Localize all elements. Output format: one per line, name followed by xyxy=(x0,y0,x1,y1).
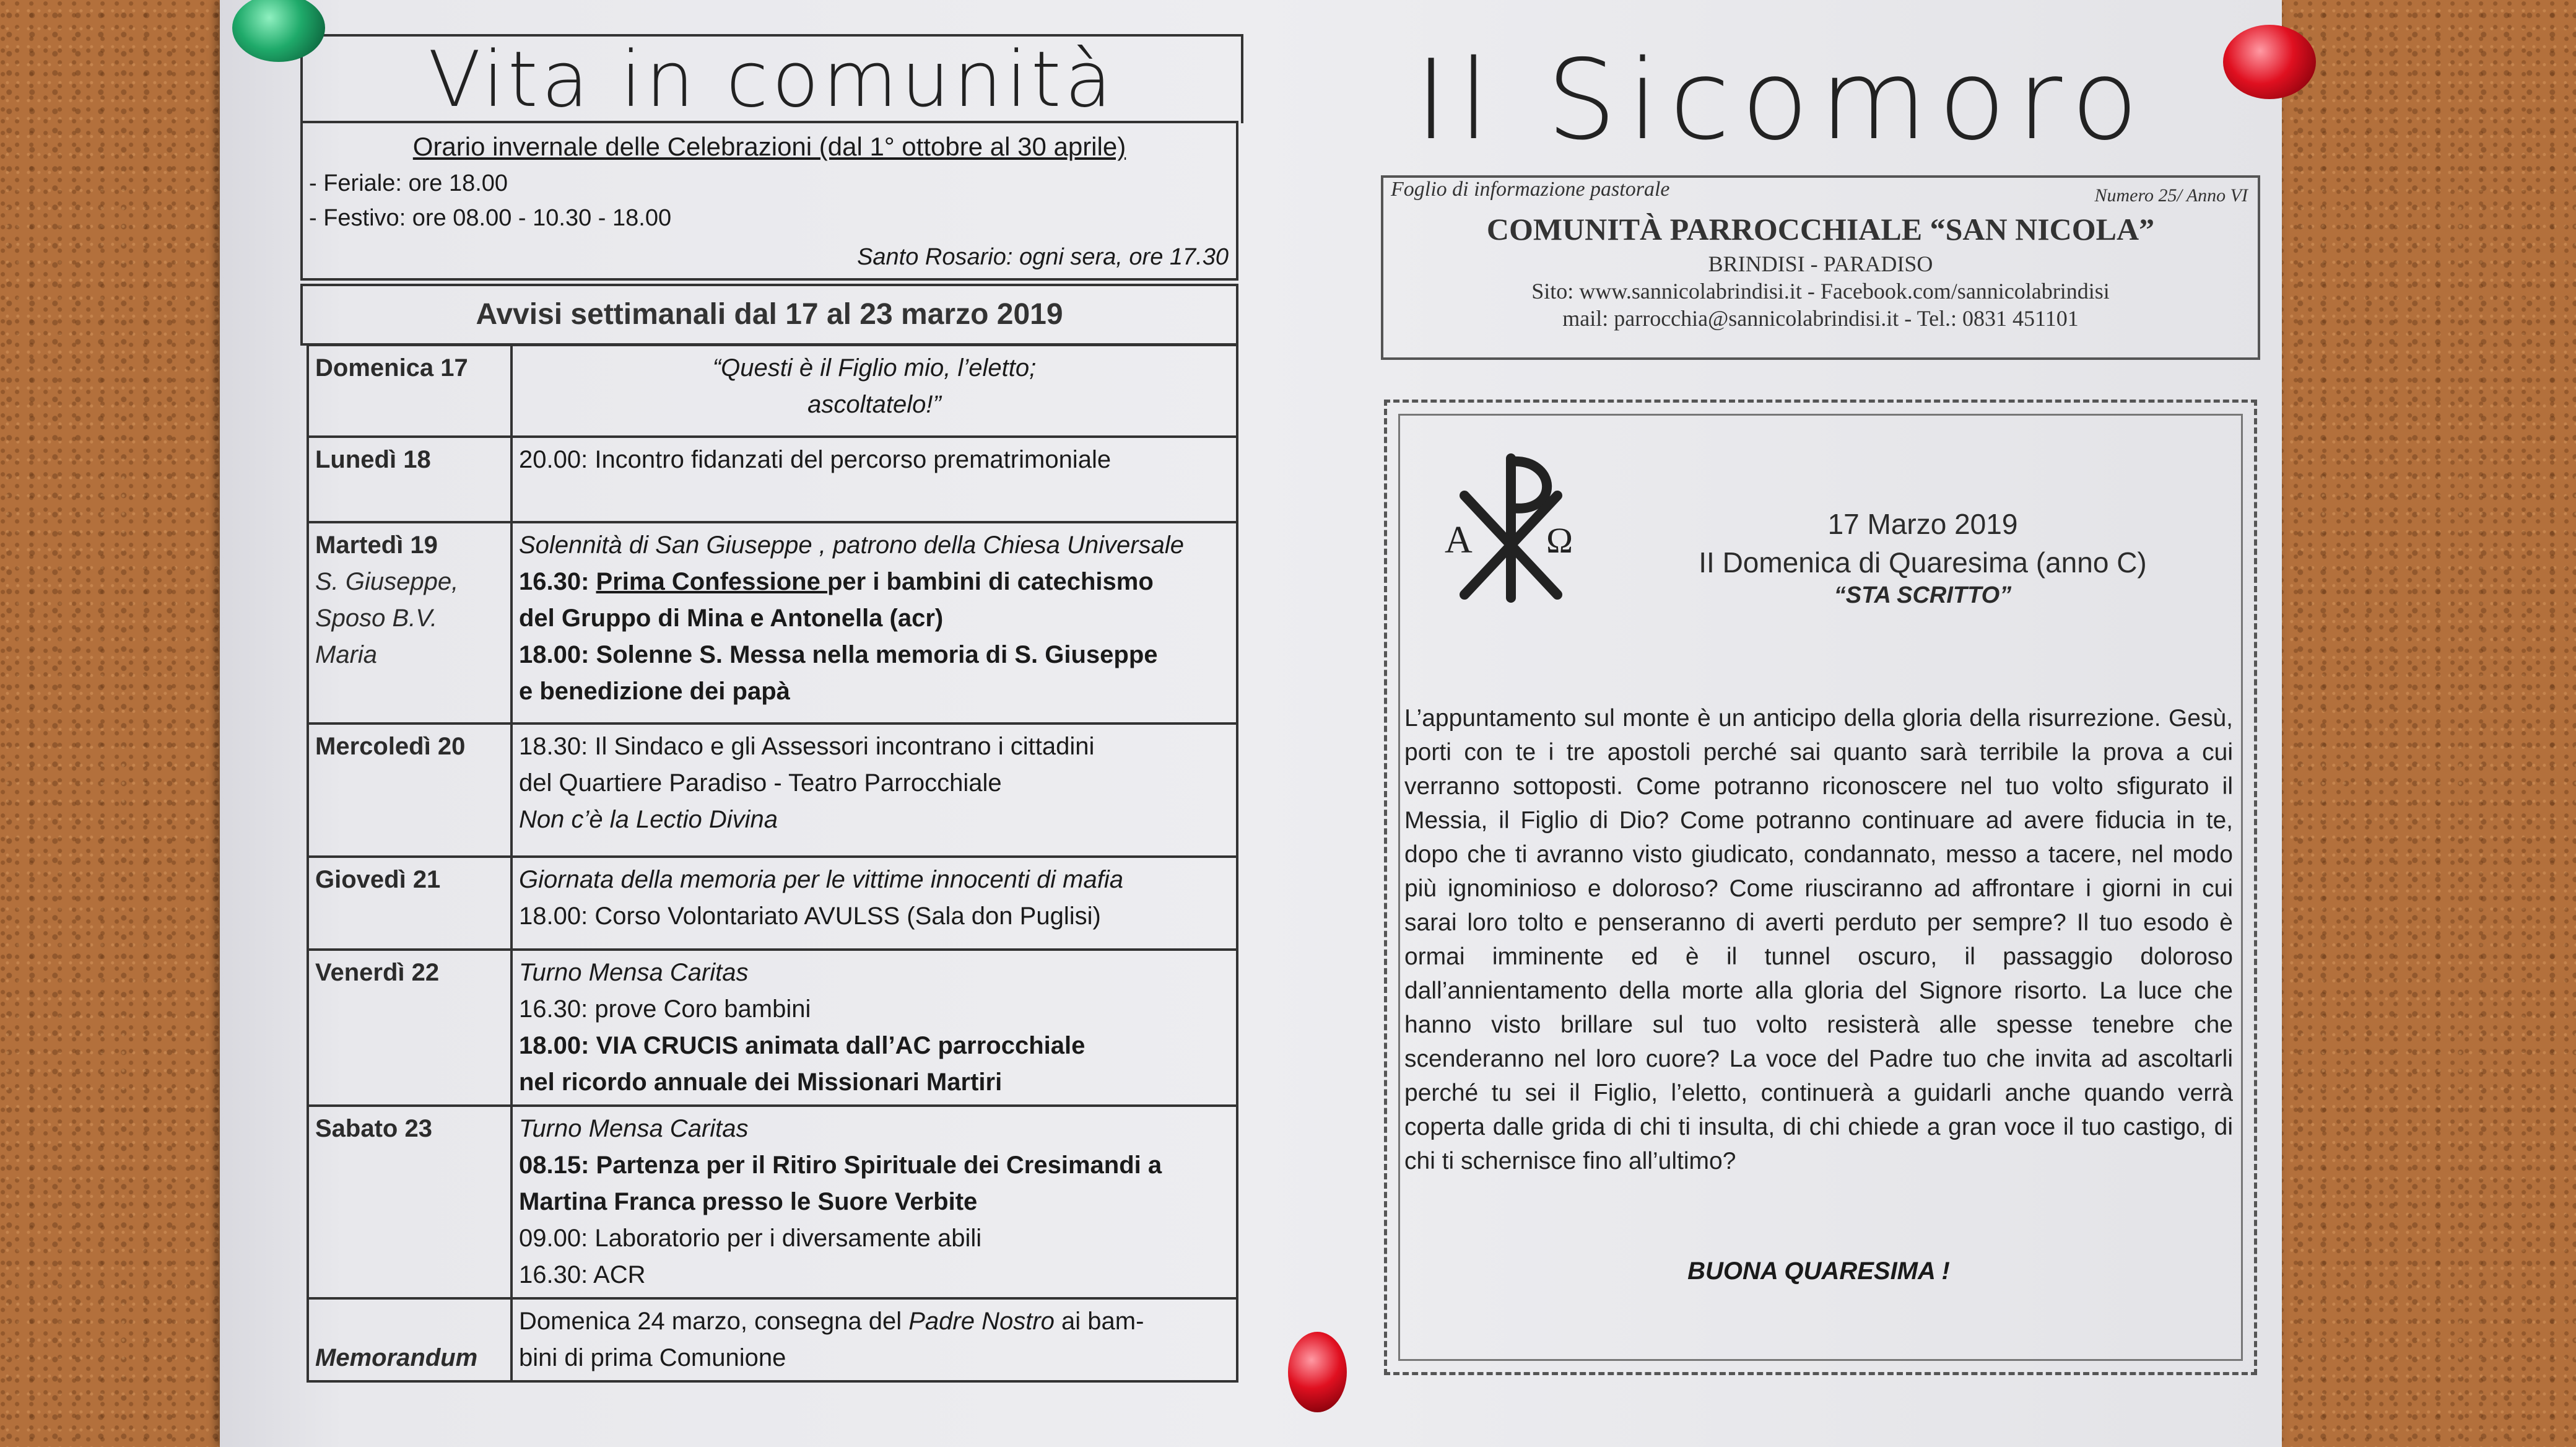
day-label xyxy=(308,522,511,724)
masthead-citta: BRINDISI - PARADISO xyxy=(1708,251,1933,276)
row-memorandum xyxy=(308,1298,1237,1381)
issue-date-block xyxy=(1672,505,2174,609)
orario-heading: Orario invernale delle Celebrazioni (dal 1° ottobre al 30 aprile) xyxy=(412,132,1126,161)
event-line: 18.00: Corso Volontariato AVULSS (Sala don Puglisi) xyxy=(519,903,1101,930)
memo-emphasis: Padre Nostro xyxy=(908,1308,1055,1335)
reflection-text: L’appuntamento sul monte è un anticipo della gloria della risurrezione. Gesù, porti con te i tre apostoli perché sai quanto sarà terribile la prova a cui verranno sottoposti. Come potranno riconoscere nel tuo volto sfigurato il Messia, il Figlio di Dio? Come potranno continuare ad avere fiducia in te, dopo che ti avranno visto giudicato, condannato, messo a tacere, nel modo più ignominioso e doloroso? Come riusciranno ad affrontare i giorni in cui sarai loro tolto e penseranno di averti perduto per sempre? Il tuo esodo è ormai imminente ed è il tunnel oscuro, il passaggio doloroso dall’annientamento della morte alla gloria del Signore risorto. La luce che hanno visto brillare sul tuo volto resisterà alle spesse tenebre che scenderanno nel loro cuore? La voce del Padre tuo che invita ad ascoltarli perché tu sei il Figlio, l’eletto, continuerà a guidarli anche quando verrà coperta dalle grida di chi ti insulta, di chi chiede a gran voce il tuo castigo, di chi ti schernisce fino all’ultimo? xyxy=(1404,705,2233,1174)
orario-festivo: - Festivo: ore 08.00 - 10.30 - 18.00 xyxy=(309,205,672,231)
masthead-sito: Sito: www.sannicolabrindisi.it - Facebook.com/sannicolabrindisi xyxy=(1531,279,2110,304)
row-text xyxy=(511,522,1237,724)
event-line xyxy=(519,1303,1230,1340)
row-giovedi xyxy=(308,857,1237,950)
issue-motto: “STA SCRITTO” xyxy=(1834,582,2012,608)
issue-date: 17 Marzo 2019 xyxy=(1827,508,2018,540)
sicomoro-title: Il Sicomoro xyxy=(1415,36,2150,164)
row-venerdi xyxy=(308,950,1237,1106)
red-pin xyxy=(2223,25,2316,99)
event-line: del Gruppo di Mina e Antonella (acr) xyxy=(519,605,944,632)
vita-title: Vita in comunità xyxy=(300,34,1243,123)
event-line: Giornata della memoria per le vittime innocenti di mafia xyxy=(519,866,1123,893)
day-label: Lunedì 18 xyxy=(308,437,511,522)
event-line: nel ricordo annuale dei Missionari Martiri xyxy=(519,1069,1003,1096)
masthead-numero: Numero 25/ Anno VI xyxy=(2094,185,2248,206)
event-time: 16.30: xyxy=(519,568,596,595)
orario-rosario: Santo Rosario: ogni sera, ore 17.30 xyxy=(857,244,1229,270)
event-line: Turno Mensa Caritas xyxy=(519,1115,749,1142)
row-domenica xyxy=(308,345,1237,437)
event-line: 20.00: Incontro fidanzati del percorso prematrimoniale xyxy=(519,446,1112,473)
row-text xyxy=(511,950,1237,1106)
event-line: 18.00: VIA CRUCIS animata dall’AC parrocchiale xyxy=(519,1032,1086,1059)
row-text xyxy=(511,345,1237,437)
event-line: 16.30: prove Coro bambini xyxy=(519,995,811,1023)
row-text xyxy=(511,724,1237,857)
event-line: Non c’è la Lectio Divina xyxy=(519,806,778,833)
chi-rho-icon xyxy=(1440,446,1582,607)
row-text xyxy=(511,1106,1237,1298)
orario-feriale: - Feriale: ore 18.00 xyxy=(309,170,508,196)
red-pin xyxy=(1288,1332,1347,1412)
day-note: Sposo B.V. xyxy=(315,605,438,632)
memo-text: Domenica 24 marzo, consegna del xyxy=(519,1308,909,1335)
day-label: Memorandum xyxy=(308,1298,511,1381)
alpha-letter: A xyxy=(1445,519,1473,561)
event-line xyxy=(519,564,1230,600)
issue-domenica: II Domenica di Quaresima (anno C) xyxy=(1699,546,2147,579)
event-line: 09.00: Laboratorio per i diversamente abili xyxy=(519,1225,982,1252)
day-label: Domenica 17 xyxy=(308,345,511,437)
weekly-schedule xyxy=(307,344,1238,1383)
day-label: Sabato 23 xyxy=(308,1106,511,1298)
avvisi-heading: Avvisi settimanali dal 17 al 23 marzo 2019 xyxy=(300,284,1238,346)
masthead-mail: mail: parrocchia@sannicolabrindisi.it - Tel.: 0831 451101 xyxy=(1562,306,2079,331)
event-line: bini di prima Comunione xyxy=(519,1344,786,1371)
row-text xyxy=(511,437,1237,522)
event-line: e benedizione dei papà xyxy=(519,678,790,705)
event-line: 08.15: Partenza per il Ritiro Spirituale dei Cresimandi a xyxy=(519,1152,1162,1179)
orario-box xyxy=(300,121,1238,281)
masthead-foglio: Foglio di informazione pastorale xyxy=(1391,178,1670,201)
masthead-comunita: COMUNITÀ PARROCCHIALE “SAN NICOLA” xyxy=(1486,212,2155,247)
row-text xyxy=(511,1298,1237,1381)
quote-line: ascoltatelo!” xyxy=(807,391,941,418)
row-text xyxy=(511,857,1237,950)
event-line: Turno Mensa Caritas xyxy=(519,959,749,986)
event-line: 16.30: ACR xyxy=(519,1261,646,1288)
event-highlight: Prima Confessione xyxy=(596,568,827,595)
row-sabato xyxy=(308,1106,1237,1298)
row-mercoledi xyxy=(308,724,1237,857)
day-name: Martedì 19 xyxy=(315,531,438,559)
omega-letter: Ω xyxy=(1546,520,1573,561)
event-line: 18.00: Solenne S. Messa nella memoria di S. Giuseppe xyxy=(519,641,1158,668)
quote-line: “Questi è il Figlio mio, l’eletto; xyxy=(712,354,1037,382)
event-rest: per i bambini di catechismo xyxy=(827,568,1154,595)
row-martedi xyxy=(308,522,1237,724)
event-line: del Quartiere Paradiso - Teatro Parrocchiale xyxy=(519,769,1002,797)
day-label: Giovedì 21 xyxy=(308,857,511,950)
day-note: S. Giuseppe, xyxy=(315,568,459,595)
closing-greeting: BUONA QUARESIMA ! xyxy=(1687,1257,1950,1285)
event-line: Solennità di San Giuseppe , patrono della Chiesa Universale xyxy=(519,531,1185,559)
event-line: 18.30: Il Sindaco e gli Assessori incontrano i cittadini xyxy=(519,733,1095,760)
masthead-box xyxy=(1381,175,2260,360)
row-lunedi xyxy=(308,437,1237,522)
day-label: Venerdì 22 xyxy=(308,950,511,1106)
event-line: Martina Franca presso le Suore Verbite xyxy=(519,1188,978,1215)
memo-text: ai bam- xyxy=(1054,1308,1144,1335)
day-label: Mercoledì 20 xyxy=(308,724,511,857)
day-note: Maria xyxy=(315,641,378,668)
